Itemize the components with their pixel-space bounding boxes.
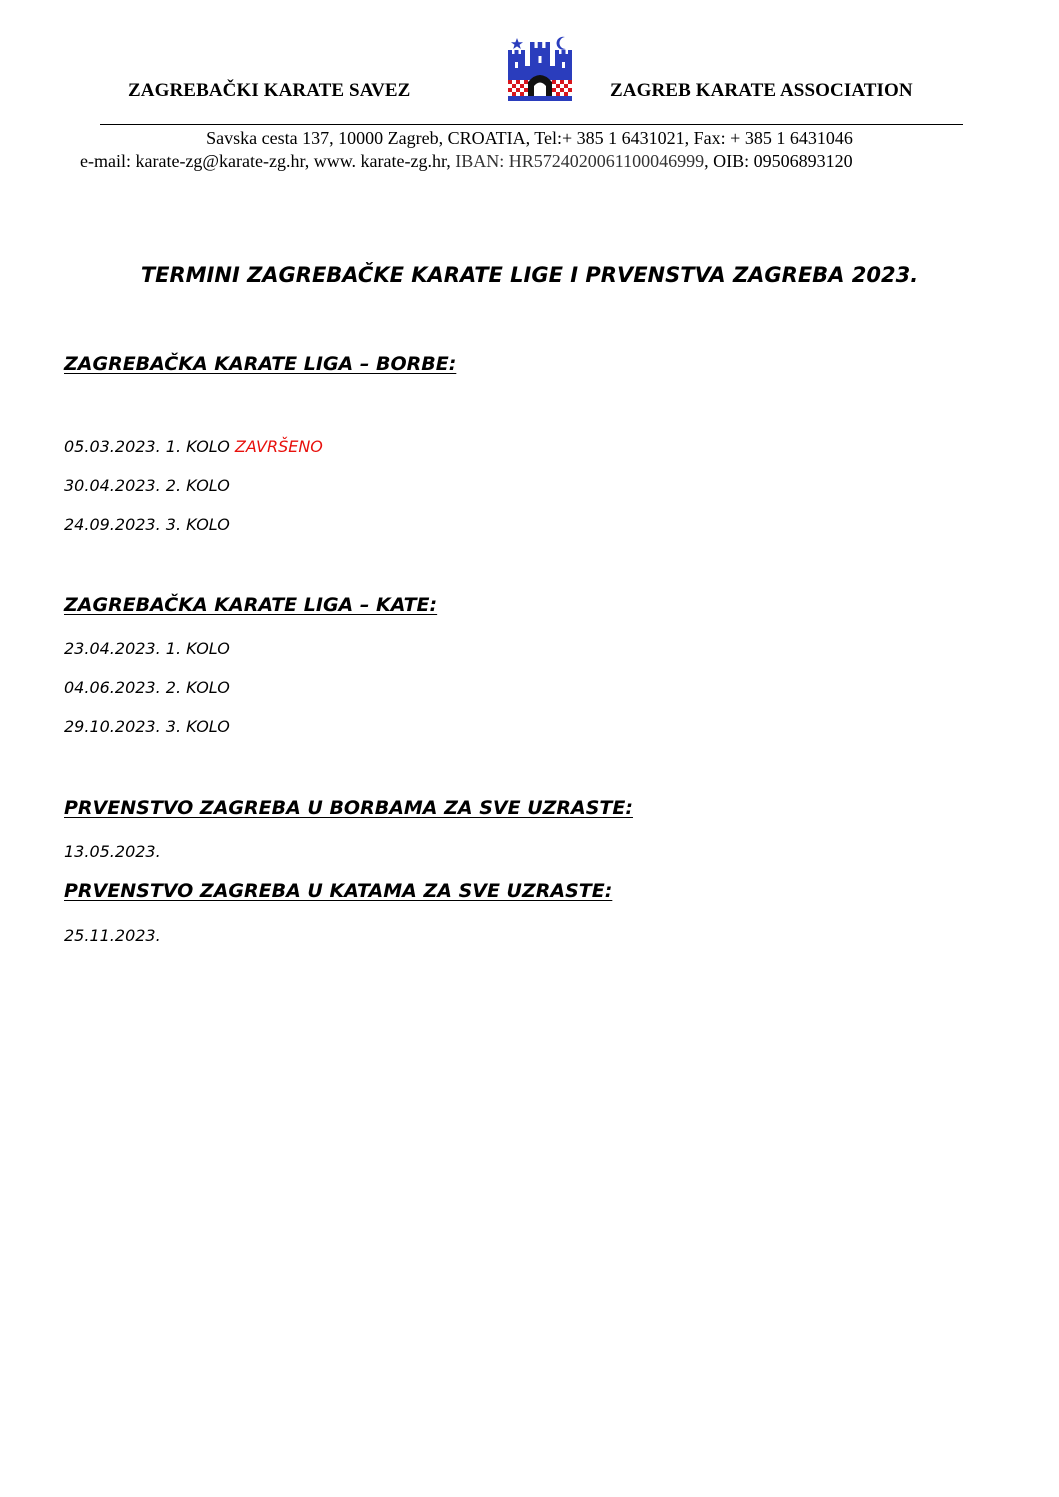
list-item: 23.04.2023. 1. KOLO [64,639,230,658]
status-badge: ZAVRŠENO [234,437,323,456]
oib-number: , OIB: 09506893120 [704,151,853,171]
iban-number: IBAN: HR5724020061100046999 [455,151,705,171]
list-item: 30.04.2023. 2. KOLO [64,476,230,495]
list-item: 29.10.2023. 3. KOLO [64,717,230,736]
list-item: 25.11.2023. [64,926,161,945]
list-item: 05.03.2023. 1. KOLO ZAVRŠENO [64,437,323,456]
section-heading-prvenstvo-borbe: PRVENSTVO ZAGREBA U BORBAMA ZA SVE UZRASTE: [64,797,633,819]
list-item: 24.09.2023. 3. KOLO [64,515,230,534]
section-heading-liga-kate: ZAGREBAČKA KARATE LIGA – KATE: [64,594,438,616]
org-name-english: ZAGREB KARATE ASSOCIATION [610,80,913,101]
address-line: Savska cesta 137, 10000 Zagreb, CROATIA, Tel:+ 385 1 6431021, Fax: + 385 1 6431046 [206,128,853,148]
section-heading-liga-borbe: ZAGREBAČKA KARATE LIGA – BORBE: [64,353,457,375]
document-title: TERMINI ZAGREBAČKE KARATE LIGE I PRVENSTVA ZAGREBA 2023. [140,263,919,287]
list-item: 04.06.2023. 2. KOLO [64,678,230,697]
zagreb-castle-crest-icon [505,36,575,110]
contact-email-web: e-mail: karate-zg@karate-zg.hr, www. karate-zg.hr, [80,151,456,171]
section-heading-prvenstvo-kate: PRVENSTVO ZAGREBA U KATAMA ZA SVE UZRASTE: [64,880,613,902]
contact-line [80,151,853,172]
org-name-croatian: ZAGREBAČKI KARATE SAVEZ [128,80,411,101]
list-item: 13.05.2023. [64,842,161,861]
header-divider [100,124,963,125]
